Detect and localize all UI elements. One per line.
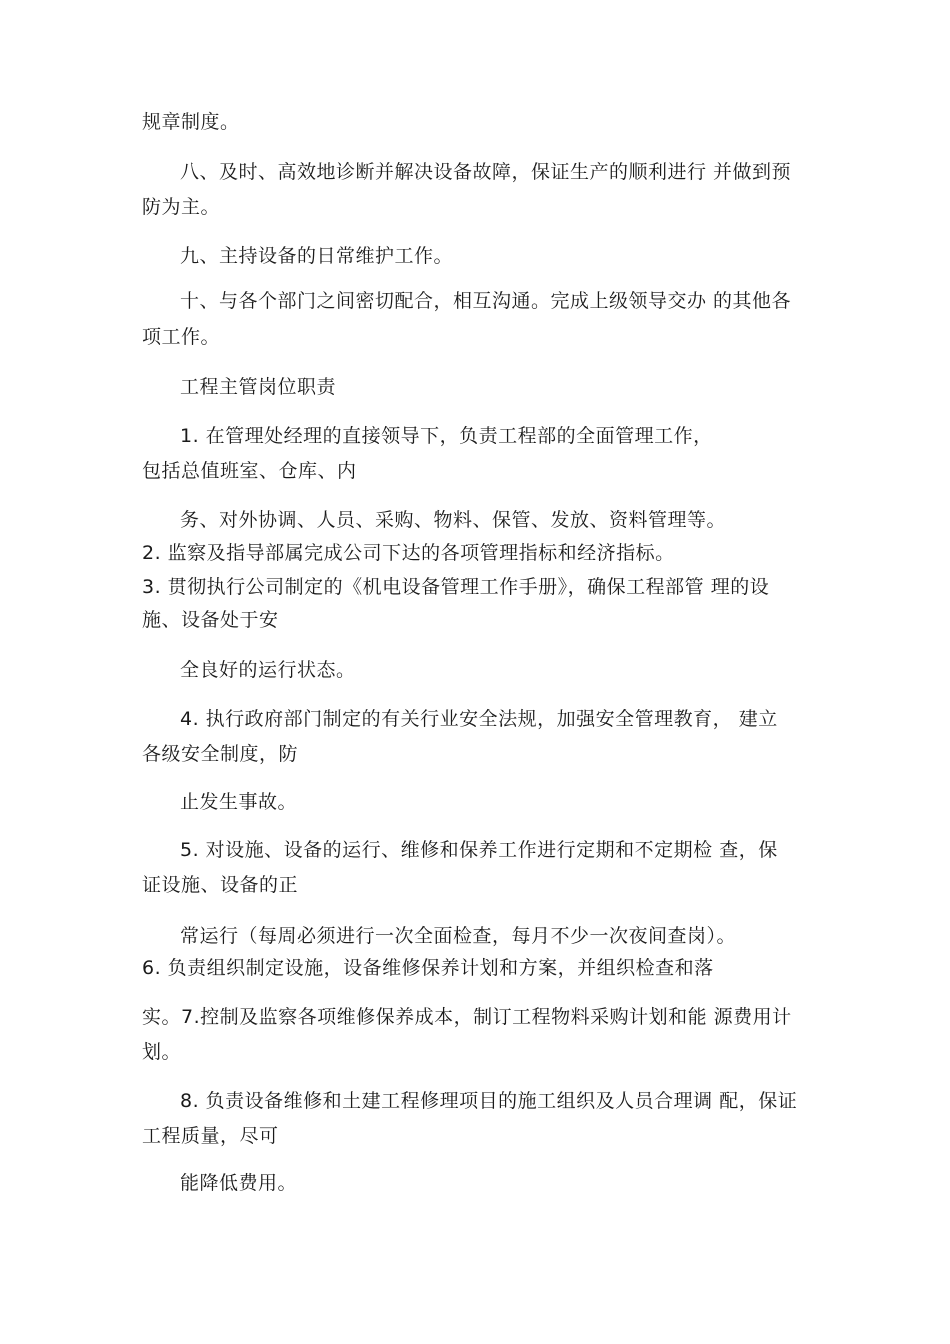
text-line: 规章制度。	[142, 111, 240, 133]
text-line: 八、及时、高效地诊断并解决设备故障，保证生产的顺利进行 并做到预	[180, 161, 792, 183]
text-line: 止发生事故。	[180, 791, 298, 813]
text-line: 能降低费用。	[180, 1172, 298, 1194]
text-line: 4. 执行政府部门制定的有关行业安全法规，加强安全管理教育， 建立	[180, 708, 778, 730]
section-heading: 工程主管岗位职责	[180, 376, 337, 398]
text-line: 项工作。	[142, 326, 221, 348]
text-line: 实。7.控制及监察各项维修保养成本，制订工程物料采购计划和能 源费用计	[142, 1006, 792, 1028]
text-line: 8. 负责设备维修和土建工程修理项目的施工组织及人员合理调 配，保证	[180, 1090, 798, 1112]
text-line: 施、设备处于安	[142, 609, 279, 631]
text-line: 划。	[142, 1041, 182, 1063]
text-line: 包括总值班室、仓库、内	[142, 460, 357, 482]
text-line: 全良好的运行状态。	[180, 659, 356, 681]
text-line: 十、与各个部门之间密切配合，相互沟通。完成上级领导交办 的其他各	[180, 290, 792, 312]
text-line: 2. 监察及指导部属完成公司下达的各项管理指标和经济指标。	[142, 542, 675, 564]
text-line: 常运行（每周必须进行一次全面检查，每月不少一次夜间查岗）。	[180, 925, 737, 947]
text-line: 九、主持设备的日常维护工作。	[180, 245, 454, 267]
text-line: 务、对外协调、人员、采购、物料、保管、发放、资料管理等。	[180, 509, 727, 531]
text-line: 5. 对设施、设备的运行、维修和保养工作进行定期和不定期检 查，保	[180, 839, 778, 861]
text-line: 证设施、设备的正	[142, 874, 299, 896]
text-line: 6. 负责组织制定设施，设备维修保养计划和方案，并组织检查和落	[142, 957, 714, 979]
text-line: 1. 在管理处经理的直接领导下，负责工程部的全面管理工作，	[180, 425, 713, 447]
text-line: 3. 贯彻执行公司制定的《机电设备管理工作手册》，确保工程部管 理的设	[142, 576, 770, 598]
text-line: 各级安全制度，防	[142, 743, 299, 765]
text-line: 工程质量，尽可	[142, 1125, 279, 1147]
text-line: 防为主。	[142, 196, 221, 218]
